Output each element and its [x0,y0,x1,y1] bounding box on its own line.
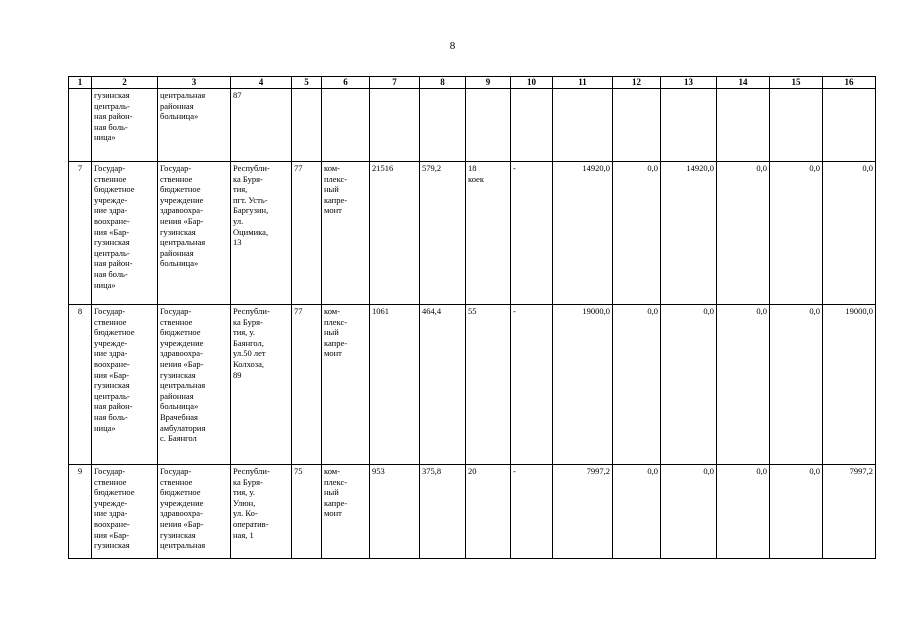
table-cell: 18 коек [466,162,511,305]
table-cell: 21516 [370,162,420,305]
table-cell: 14920,0 [553,162,613,305]
table-cell [770,89,823,162]
table-cell: 0,0 [661,465,717,559]
table-cell: 0,0 [613,465,661,559]
column-header: 5 [292,77,322,89]
column-header: 8 [420,77,466,89]
table-cell: 0,0 [823,162,876,305]
table-cell [292,89,322,162]
column-header: 7 [370,77,420,89]
table-cell: - [511,305,553,465]
column-header: 4 [231,77,292,89]
table-cell: центральная районная больница» [158,89,231,162]
data-table [68,76,876,559]
column-header: 2 [92,77,158,89]
table-cell: 375,8 [420,465,466,559]
table-cell: Государ- ственное бюджетное учрежде- ние здра- воохране- ния «Бар- гузинская централь- ная район- ная боль- ница» [92,305,158,465]
table-cell [717,89,770,162]
table-cell: гузинская централь- ная район- ная боль- ница» [92,89,158,162]
table-cell: - [511,162,553,305]
table-cell: 0,0 [613,162,661,305]
table-row [69,305,876,465]
table-cell [69,89,92,162]
column-header: 9 [466,77,511,89]
table-cell: 0,0 [770,162,823,305]
table-cell [613,89,661,162]
table-cell: ком- плекс- ный капре- монт [322,465,370,559]
table-cell: Государ- ственное бюджетное учрежде- ние здра- воохране- ния «Бар- гузинская централь- ная район- ная боль- ница» [92,162,158,305]
table-cell: 0,0 [770,305,823,465]
table-cell: 20 [466,465,511,559]
table-cell: 1061 [370,305,420,465]
table-cell: 77 [292,162,322,305]
column-header: 6 [322,77,370,89]
table-cell: ком- плекс- ный капре- монт [322,305,370,465]
page-number: 8 [449,40,456,52]
table-cell: 8 [69,305,92,465]
table-cell: 19000,0 [553,305,613,465]
table-cell: Государ- ственное бюджетное учреждение здравоохра- нения «Бар- гузинская центральная [158,465,231,559]
table-cell: 7997,2 [553,465,613,559]
table-cell: 0,0 [717,465,770,559]
table-row [69,89,876,162]
table-cell: 579,2 [420,162,466,305]
table-cell [553,89,613,162]
table-cell: Республи- ка Буря- тия, у. Улюн, ул. Ко- оператив- ная, 1 [231,465,292,559]
column-header: 11 [553,77,613,89]
column-header: 3 [158,77,231,89]
table-cell: 0,0 [661,305,717,465]
column-header: 12 [613,77,661,89]
table-row [69,465,876,559]
table-row [69,162,876,305]
column-header: 16 [823,77,876,89]
table-cell: 7 [69,162,92,305]
table-cell: 75 [292,465,322,559]
header-row [69,77,876,89]
table-cell [511,89,553,162]
table-cell: 7997,2 [823,465,876,559]
table-cell: 14920,0 [661,162,717,305]
table-cell [823,89,876,162]
column-header: 14 [717,77,770,89]
table-cell: 77 [292,305,322,465]
table-cell: Государ- ственное бюджетное учреждение здравоохра- нения «Бар- гузинская центральная районная больница» Врачебная амбулатория с. Баянгол [158,305,231,465]
table-cell: 0,0 [717,162,770,305]
table-cell: 19000,0 [823,305,876,465]
table-cell: 953 [370,465,420,559]
table-cell: Республи- ка Буря- тия, пгт. Усть- Баргузин, ул. Оцимика, 13 [231,162,292,305]
table-cell: 87 [231,89,292,162]
table-cell: Государ- ственное бюджетное учрежде- ние здра- воохране- ния «Бар- гузинская [92,465,158,559]
column-header: 13 [661,77,717,89]
table-cell [661,89,717,162]
table-cell [370,89,420,162]
column-header: 15 [770,77,823,89]
table-cell: ком- плекс- ный капре- монт [322,162,370,305]
table-cell: 55 [466,305,511,465]
table-cell: 9 [69,465,92,559]
column-header: 10 [511,77,553,89]
table-cell: 0,0 [770,465,823,559]
table-cell: 464,4 [420,305,466,465]
table-cell: Республи- ка Буря- тия, у. Баянгол, ул.50 лет Колхоза, 89 [231,305,292,465]
table-cell: 0,0 [613,305,661,465]
table-cell [322,89,370,162]
table-cell: Государ- ственное бюджетное учреждение здравоохра- нения «Бар- гузинская центральная районная больница» [158,162,231,305]
column-header: 1 [69,77,92,89]
table-cell [466,89,511,162]
table-cell: - [511,465,553,559]
table-cell: 0,0 [717,305,770,465]
table-cell [420,89,466,162]
